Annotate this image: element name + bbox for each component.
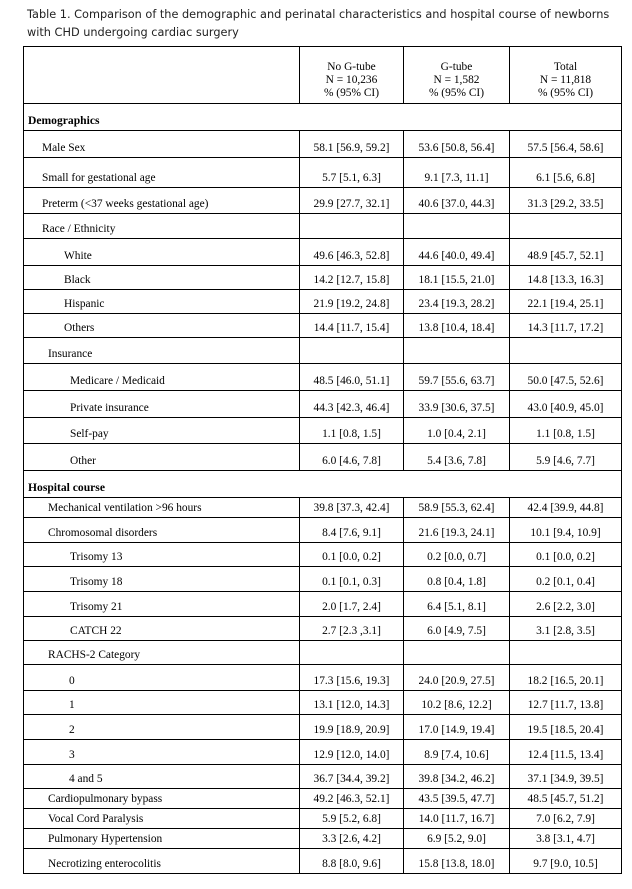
row-label: White [24, 239, 300, 266]
value-no-gtube: 58.1 [56.9, 59.2] [300, 131, 404, 158]
section-row [24, 471, 622, 498]
value-total: 37.1 [34.9, 39.5] [510, 765, 622, 789]
value-no-gtube: 14.4 [11.7, 15.4] [300, 314, 404, 338]
table-row [24, 641, 622, 665]
value-no-gtube: 8.8 [8.0, 9.6] [300, 849, 404, 874]
row-label: Pulmonary Hypertension [24, 829, 300, 849]
table-row [24, 418, 622, 444]
value-total: 50.0 [47.5, 52.6] [510, 364, 622, 391]
header-col-name: No G-tube [327, 61, 376, 73]
value-no-gtube: 48.5 [46.0, 51.1] [300, 364, 404, 391]
value-total: 12.7 [11.7, 13.8] [510, 691, 622, 715]
row-label: 2 [24, 715, 300, 740]
value-no-gtube: 49.6 [46.3, 52.8] [300, 239, 404, 266]
value-gtube: 39.8 [34.2, 46.2] [404, 765, 510, 789]
header-col-name: Total [553, 61, 578, 73]
value-no-gtube: 29.9 [27.7, 32.1] [300, 188, 404, 214]
header-blank-cell [24, 47, 300, 104]
row-label: 4 and 5 [24, 765, 300, 789]
row-label: Hispanic [24, 290, 300, 314]
value-no-gtube: 3.3 [2.6, 4.2] [300, 829, 404, 849]
header-col-n: N = 10,236 [325, 74, 378, 86]
value-gtube: 10.2 [8.6, 12.2] [404, 691, 510, 715]
value-total: 31.3 [29.2, 33.5] [510, 188, 622, 214]
row-label: Insurance [24, 338, 300, 364]
value-total: 7.0 [6.2, 7.9] [510, 809, 622, 829]
value-total: 14.3 [11.7, 17.2] [510, 314, 622, 338]
value-gtube: 53.6 [50.8, 56.4] [404, 131, 510, 158]
table-row [24, 364, 622, 391]
row-label: Male Sex [24, 131, 300, 158]
row-label: Self-pay [24, 418, 300, 444]
row-label: Race / Ethnicity [24, 214, 300, 239]
table-row [24, 290, 622, 314]
table-row [24, 809, 622, 829]
value-gtube: 17.0 [14.9, 19.4] [404, 715, 510, 740]
value-total: 42.4 [39.9, 44.8] [510, 498, 622, 518]
row-label: Trisomy 18 [24, 567, 300, 592]
row-label: Medicare / Medicaid [24, 364, 300, 391]
value-no-gtube: 8.4 [7.6, 9.1] [300, 518, 404, 543]
value-total: 0.1 [0.0, 0.2] [510, 543, 622, 567]
table-row [24, 239, 622, 266]
value-total: 48.5 [45.7, 51.2] [510, 789, 622, 809]
table-row [24, 158, 622, 188]
row-label: CATCH 22 [24, 617, 300, 641]
row-label: 1 [24, 691, 300, 715]
value-total: 12.4 [11.5, 13.4] [510, 740, 622, 765]
table-row [24, 518, 622, 543]
table-row [24, 188, 622, 214]
section-heading: Demographics [24, 104, 622, 131]
value-no-gtube: 49.2 [46.3, 52.1] [300, 789, 404, 809]
value-gtube [404, 214, 510, 239]
value-gtube: 15.8 [13.8, 18.0] [404, 849, 510, 874]
value-gtube: 6.0 [4.9, 7.5] [404, 617, 510, 641]
value-no-gtube: 0.1 [0.1, 0.3] [300, 567, 404, 592]
value-no-gtube [300, 214, 404, 239]
row-label: Small for gestational age [24, 158, 300, 188]
value-total [510, 214, 622, 239]
row-label: 0 [24, 665, 300, 691]
table-row [24, 617, 622, 641]
value-no-gtube: 2.0 [1.7, 2.4] [300, 592, 404, 617]
table-row [24, 444, 622, 471]
value-gtube: 24.0 [20.9, 27.5] [404, 665, 510, 691]
table-row [24, 789, 622, 809]
table-row [24, 314, 622, 338]
value-no-gtube: 5.7 [5.1, 6.3] [300, 158, 404, 188]
value-gtube: 5.4 [3.6, 7.8] [404, 444, 510, 471]
section-row [24, 104, 622, 131]
value-total: 6.1 [5.6, 6.8] [510, 158, 622, 188]
value-no-gtube: 36.7 [34.4, 39.2] [300, 765, 404, 789]
value-gtube: 43.5 [39.5, 47.7] [404, 789, 510, 809]
value-total [510, 641, 622, 665]
header-col-stat: % (95% CI) [323, 87, 380, 99]
value-total: 3.8 [3.1, 4.7] [510, 829, 622, 849]
table-row [24, 543, 622, 567]
value-no-gtube: 12.9 [12.0, 14.0] [300, 740, 404, 765]
value-no-gtube [300, 338, 404, 364]
value-gtube [404, 338, 510, 364]
header-col-stat: % (95% CI) [537, 87, 594, 99]
value-gtube: 8.9 [7.4, 10.6] [404, 740, 510, 765]
row-label: Black [24, 266, 300, 290]
table-row [24, 498, 622, 518]
row-label: Preterm (<37 weeks gestational age) [24, 188, 300, 214]
row-label: Vocal Cord Paralysis [24, 809, 300, 829]
value-gtube: 9.1 [7.3, 11.1] [404, 158, 510, 188]
value-gtube: 59.7 [55.6, 63.7] [404, 364, 510, 391]
value-gtube: 14.0 [11.7, 16.7] [404, 809, 510, 829]
value-gtube: 33.9 [30.6, 37.5] [404, 391, 510, 418]
value-total: 18.2 [16.5, 20.1] [510, 665, 622, 691]
value-no-gtube: 44.3 [42.3, 46.4] [300, 391, 404, 418]
row-label: Chromosomal disorders [24, 518, 300, 543]
row-label: 3 [24, 740, 300, 765]
table-row [24, 214, 622, 239]
value-no-gtube: 1.1 [0.8, 1.5] [300, 418, 404, 444]
value-no-gtube: 0.1 [0.0, 0.2] [300, 543, 404, 567]
value-total: 22.1 [19.4, 25.1] [510, 290, 622, 314]
value-no-gtube: 14.2 [12.7, 15.8] [300, 266, 404, 290]
row-label: Necrotizing enterocolitis [24, 849, 300, 874]
row-label: Cardiopulmonary bypass [24, 789, 300, 809]
table-row [24, 691, 622, 715]
table-row [24, 715, 622, 740]
row-label: RACHS-2 Category [24, 641, 300, 665]
table-row [24, 829, 622, 849]
table-row [24, 740, 622, 765]
header-no-gtube [300, 47, 404, 104]
table-row [24, 567, 622, 592]
value-total: 48.9 [45.7, 52.1] [510, 239, 622, 266]
value-gtube: 23.4 [19.3, 28.2] [404, 290, 510, 314]
table-row [24, 131, 622, 158]
section-heading: Hospital course [24, 471, 622, 498]
value-total: 10.1 [9.4, 10.9] [510, 518, 622, 543]
value-total: 0.2 [0.1, 0.4] [510, 567, 622, 592]
value-total: 9.7 [9.0, 10.5] [510, 849, 622, 874]
value-gtube: 6.4 [5.1, 8.1] [404, 592, 510, 617]
row-label: Other [24, 444, 300, 471]
table-row [24, 765, 622, 789]
value-total: 19.5 [18.5, 20.4] [510, 715, 622, 740]
header-gtube [404, 47, 510, 104]
value-no-gtube: 17.3 [15.6, 19.3] [300, 665, 404, 691]
value-no-gtube: 19.9 [18.9, 20.9] [300, 715, 404, 740]
value-total: 14.8 [13.3, 16.3] [510, 266, 622, 290]
value-total: 2.6 [2.2, 3.0] [510, 592, 622, 617]
table-row [24, 391, 622, 418]
row-label: Private insurance [24, 391, 300, 418]
row-label: Trisomy 21 [24, 592, 300, 617]
value-gtube: 13.8 [10.4, 18.4] [404, 314, 510, 338]
table-row [24, 849, 622, 874]
value-gtube: 40.6 [37.0, 44.3] [404, 188, 510, 214]
comparison-table [23, 46, 622, 874]
value-gtube: 0.8 [0.4, 1.8] [404, 567, 510, 592]
value-gtube: 58.9 [55.3, 62.4] [404, 498, 510, 518]
header-total [510, 47, 622, 104]
table-row [24, 592, 622, 617]
value-no-gtube: 5.9 [5.2, 6.8] [300, 809, 404, 829]
table-caption [27, 6, 617, 42]
caption-line-2: with CHD undergoing cardiac surgery [27, 26, 239, 39]
table-row [24, 665, 622, 691]
header-col-n: N = 1,582 [433, 74, 480, 86]
value-total: 5.9 [4.6, 7.7] [510, 444, 622, 471]
header-col-name: G-tube [440, 61, 473, 73]
value-no-gtube: 13.1 [12.0, 14.3] [300, 691, 404, 715]
table-row [24, 338, 622, 364]
value-no-gtube [300, 641, 404, 665]
row-label: Others [24, 314, 300, 338]
value-gtube: 6.9 [5.2, 9.0] [404, 829, 510, 849]
value-no-gtube: 6.0 [4.6, 7.8] [300, 444, 404, 471]
caption-line-1: Table 1. Comparison of the demographic and perinatal characteristics and hospital course of newborns [27, 8, 610, 21]
value-no-gtube: 21.9 [19.2, 24.8] [300, 290, 404, 314]
row-label: Trisomy 13 [24, 543, 300, 567]
value-gtube: 44.6 [40.0, 49.4] [404, 239, 510, 266]
value-gtube: 18.1 [15.5, 21.0] [404, 266, 510, 290]
value-no-gtube: 39.8 [37.3, 42.4] [300, 498, 404, 518]
value-total [510, 338, 622, 364]
value-gtube [404, 641, 510, 665]
value-total: 43.0 [40.9, 45.0] [510, 391, 622, 418]
header-col-stat: % (95% CI) [428, 87, 485, 99]
value-gtube: 1.0 [0.4, 2.1] [404, 418, 510, 444]
row-label: Mechanical ventilation >96 hours [24, 498, 300, 518]
table-body [24, 47, 622, 874]
value-gtube: 21.6 [19.3, 24.1] [404, 518, 510, 543]
value-total: 3.1 [2.8, 3.5] [510, 617, 622, 641]
value-gtube: 0.2 [0.0, 0.7] [404, 543, 510, 567]
table-row [24, 266, 622, 290]
header-col-n: N = 11,818 [539, 74, 592, 86]
value-total: 1.1 [0.8, 1.5] [510, 418, 622, 444]
value-no-gtube: 2.7 [2.3 ,3.1] [300, 617, 404, 641]
header-row [24, 47, 622, 104]
value-total: 57.5 [56.4, 58.6] [510, 131, 622, 158]
